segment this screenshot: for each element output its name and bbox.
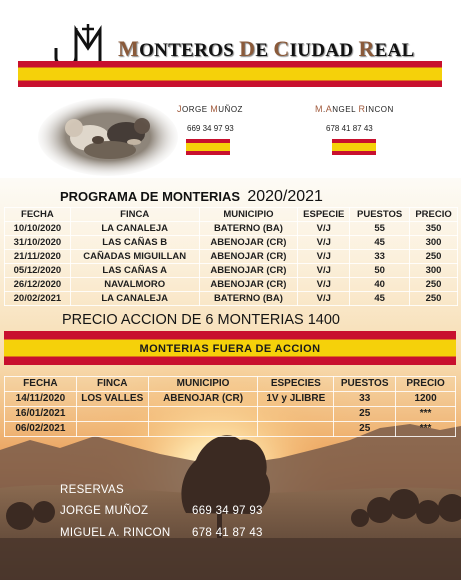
table-cell: 40	[350, 278, 410, 292]
contact-name-angel: M.ANGEL RINCON	[315, 104, 394, 114]
club-logo	[52, 22, 110, 66]
table-cell: 350	[410, 222, 458, 236]
table-cell	[258, 422, 334, 437]
spanish-flag-small	[332, 139, 376, 155]
program-table	[4, 207, 458, 306]
table-cell: 31/10/2020	[5, 236, 71, 250]
column-header: ESPECIE	[298, 208, 350, 222]
table-cell: V/J	[298, 264, 350, 278]
table-cell: 250	[410, 292, 458, 306]
reservas-phone: 678 41 87 43	[192, 527, 263, 539]
table-cell: 55	[350, 222, 410, 236]
table-cell: 05/12/2020	[5, 264, 71, 278]
reservas-phone: 669 34 97 93	[192, 505, 263, 517]
table-cell: LAS CAÑAS B	[70, 236, 199, 250]
table-cell: V/J	[298, 278, 350, 292]
table-row	[5, 250, 458, 264]
table-row	[5, 222, 458, 236]
table-cell: V/J	[298, 250, 350, 264]
column-header: MUNICIPIO	[148, 377, 258, 392]
table-cell: V/J	[298, 222, 350, 236]
column-header: PUESTOS	[350, 208, 410, 222]
table-row	[5, 422, 456, 437]
table-cell: 300	[410, 236, 458, 250]
table-cell	[258, 407, 334, 422]
table-cell: LA CANALEJA	[70, 292, 199, 306]
table-cell: 33	[334, 392, 396, 407]
table-header-row	[5, 377, 456, 392]
table-cell: BATERNO (BA)	[199, 222, 298, 236]
contact-phone-jorge: 669 34 97 93	[187, 124, 234, 133]
table-cell: LA CANALEJA	[70, 222, 199, 236]
table-cell: 250	[410, 250, 458, 264]
table-cell: 06/02/2021	[5, 422, 77, 437]
table-cell	[76, 407, 148, 422]
table-cell: ABENOJAR (CR)	[148, 392, 258, 407]
spanish-flag-banner	[18, 61, 442, 87]
column-header: ESPECIES	[258, 377, 334, 392]
table-cell: 45	[350, 236, 410, 250]
table-cell: 1V y JLIBRE	[258, 392, 334, 407]
table-cell: 26/12/2020	[5, 278, 71, 292]
table-cell: 25	[334, 422, 396, 437]
table-cell: 25	[334, 407, 396, 422]
table-row	[5, 278, 458, 292]
reservas-label: RESERVAS	[60, 484, 124, 496]
table-cell: LOS VALLES	[76, 392, 148, 407]
table-cell: 50	[350, 264, 410, 278]
column-header: FECHA	[5, 377, 77, 392]
table-row	[5, 292, 458, 306]
table-row	[5, 407, 456, 422]
table-cell: 14/11/2020	[5, 392, 77, 407]
table-cell: 250	[410, 278, 458, 292]
table-cell: 21/11/2020	[5, 250, 71, 264]
column-header: PUESTOS	[334, 377, 396, 392]
table-cell: CAÑADAS MIGUILLAN	[70, 250, 199, 264]
hunting-dogs-image	[38, 98, 178, 176]
column-header: PRECIO	[396, 377, 456, 392]
table-cell: V/J	[298, 292, 350, 306]
table-cell: LAS CAÑAS A	[70, 264, 199, 278]
table-header-row	[5, 208, 458, 222]
table-row	[5, 392, 456, 407]
table-cell: ABENOJAR (CR)	[199, 264, 298, 278]
table-cell: ***	[396, 407, 456, 422]
table-cell: ABENOJAR (CR)	[199, 236, 298, 250]
column-header: FINCA	[76, 377, 148, 392]
table-cell: ABENOJAR (CR)	[199, 278, 298, 292]
column-header: PRECIO	[410, 208, 458, 222]
table-cell: NAVALMORO	[70, 278, 199, 292]
logo-monogram-icon	[52, 22, 110, 66]
contact-name-jorge: JORGE MUÑOZ	[177, 104, 243, 114]
table-cell: 300	[410, 264, 458, 278]
table-cell	[76, 422, 148, 437]
table-cell: ***	[396, 422, 456, 437]
club-title: MONTEROS DE CIUDAD REAL	[118, 36, 415, 61]
column-header: FINCA	[70, 208, 199, 222]
table-cell: 33	[350, 250, 410, 264]
table-cell	[148, 407, 258, 422]
contact-phone-angel: 678 41 87 43	[326, 124, 373, 133]
column-header: MUNICIPIO	[199, 208, 298, 222]
table-cell: 20/02/2021	[5, 292, 71, 306]
table-cell: 45	[350, 292, 410, 306]
column-header: FECHA	[5, 208, 71, 222]
table-row	[5, 264, 458, 278]
table-cell	[148, 422, 258, 437]
accion-price-text: PRECIO ACCION DE 6 MONTERIAS 1400	[62, 312, 340, 328]
reservas-name: MIGUEL A. RINCON	[60, 527, 171, 539]
table-row	[5, 236, 458, 250]
table-cell: ABENOJAR (CR)	[199, 250, 298, 264]
fuera-table	[4, 376, 456, 437]
table-cell: 16/01/2021	[5, 407, 77, 422]
table-cell: 1200	[396, 392, 456, 407]
fuera-de-accion-title: MONTERIAS FUERA DE ACCION	[139, 343, 321, 355]
spanish-flag-small	[186, 139, 230, 155]
table-cell: 10/10/2020	[5, 222, 71, 236]
program-title: PROGRAMA DE MONTERIAS 2020/2021	[60, 188, 323, 205]
reservas-name: JORGE MUÑOZ	[60, 505, 149, 517]
table-cell: BATERNO (BA)	[199, 292, 298, 306]
table-cell: V/J	[298, 236, 350, 250]
